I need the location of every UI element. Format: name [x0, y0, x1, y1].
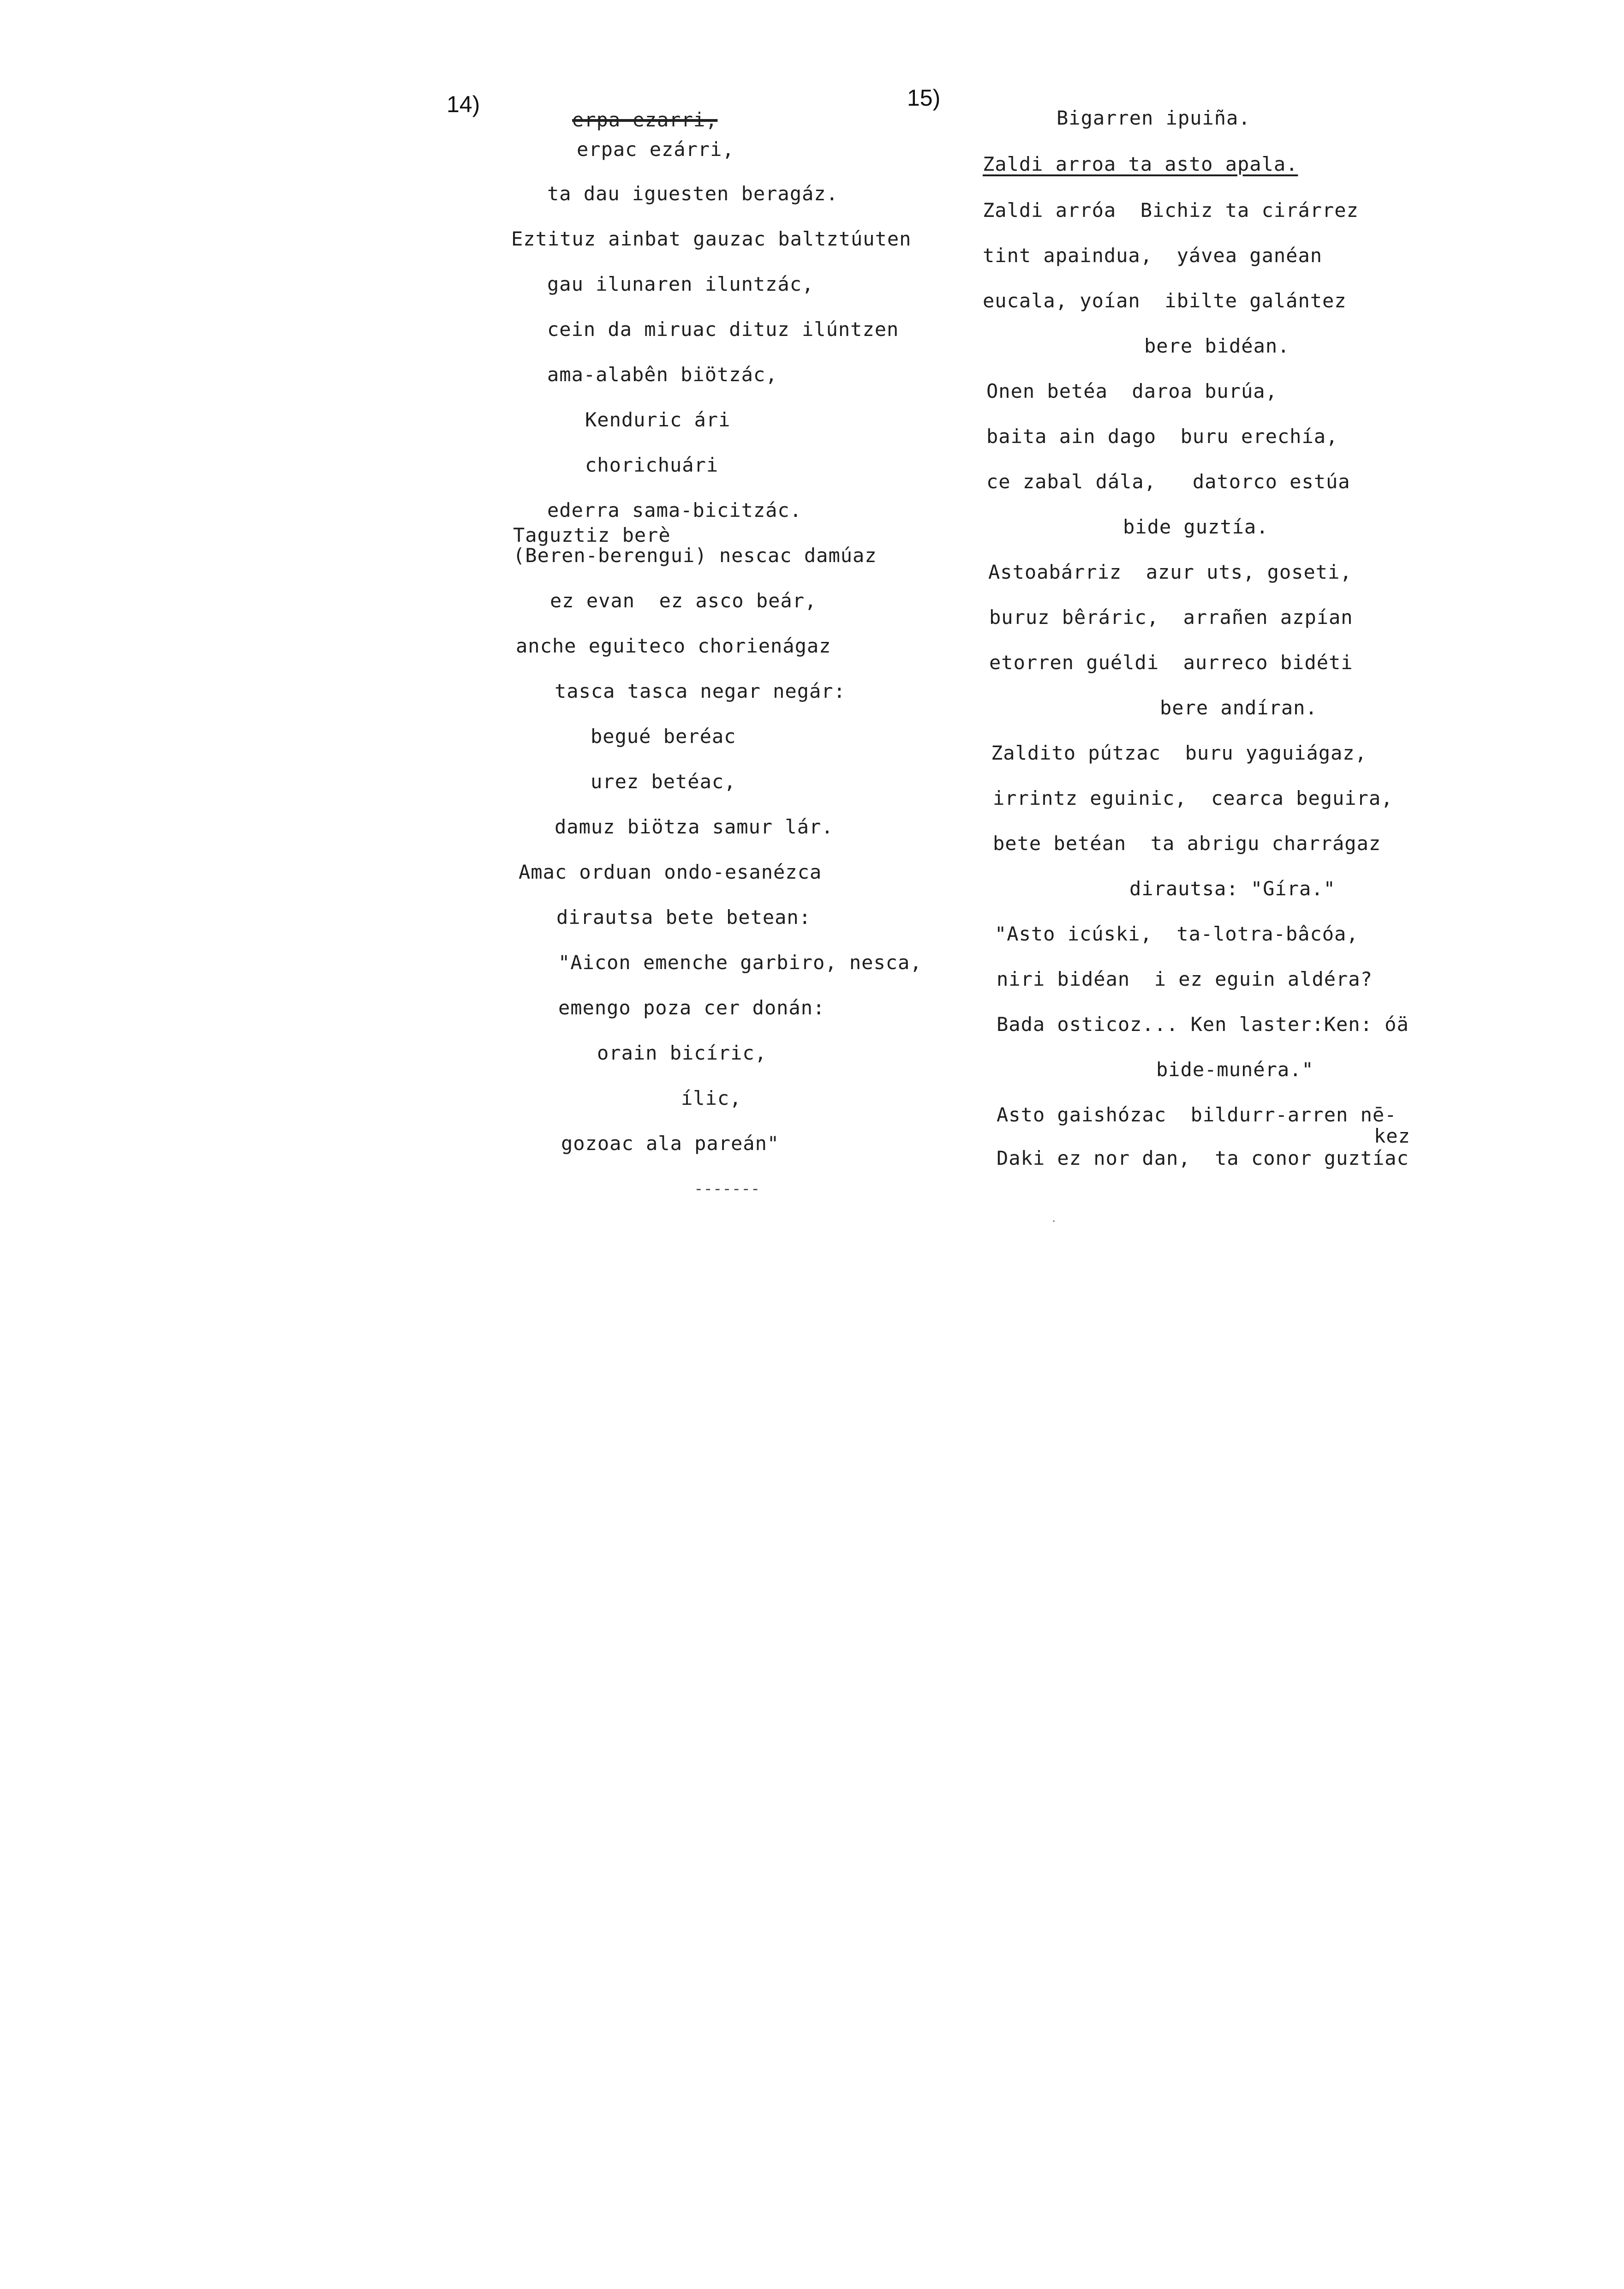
poem-line: begué beréac — [591, 725, 736, 748]
poem-line: gozoac ala pareán" — [561, 1132, 780, 1155]
poem-line: bere andíran. — [1160, 696, 1318, 719]
poem-line: tasca tasca negar negár: — [555, 680, 846, 702]
poem-line: baita ain dago buru erechía, — [986, 425, 1338, 448]
poem-line: bide guztía. — [1123, 515, 1269, 538]
poem-line: Kenduric ári — [585, 408, 731, 431]
struck-out-line: erpa ezarri, — [572, 108, 718, 131]
poem-line: bete betéan ta abrigu charrágaz — [993, 832, 1381, 855]
margin-note: kez — [1374, 1125, 1410, 1147]
poem-line: "Asto icúski, ta-lotra-bâcóa, — [995, 923, 1359, 945]
poem-line: ama-alabên biötzác, — [547, 363, 778, 386]
closing-rule: ------- — [694, 1180, 760, 1198]
poem-line: bide-munéra." — [1156, 1058, 1314, 1081]
poem-line: bere bidéan. — [1144, 335, 1290, 357]
page-number-left: 14) — [447, 91, 480, 117]
poem-line: dirautsa bete betean: — [556, 906, 812, 929]
poem-line: buruz bêráric, arrañen azpían — [989, 606, 1353, 629]
poem-line: (Beren-berengui) nescac damúaz — [513, 544, 877, 567]
poem-line: gau ilunaren iluntzác, — [547, 273, 814, 295]
poem-line: Zaldi arróa Bichiz ta cirárrez — [983, 199, 1359, 222]
poem-line: dirautsa: "Gíra." — [1129, 877, 1336, 900]
poem-line: eucala, yoían ibilte galántez — [983, 289, 1347, 312]
poem-line: urez betéac, — [591, 770, 736, 793]
page-number-right: 15) — [907, 85, 941, 111]
poem-line: cein da miruac dituz ilúntzen — [547, 318, 899, 341]
poem-line: Taguztiz berè — [513, 524, 671, 546]
poem-line: Daki ez nor dan, ta conor guztíac — [997, 1147, 1409, 1169]
poem-line: ez evan ez asco beár, — [550, 589, 817, 612]
poem-line: Onen betéa daroa burúa, — [986, 380, 1278, 402]
poem-line: irrintz eguinic, cearca beguira, — [993, 787, 1393, 809]
poem-line: Eztituz ainbat gauzac baltztúuten — [511, 228, 912, 250]
poem-line: erpac ezárri, — [577, 138, 734, 161]
poem-line: ílic, — [681, 1087, 742, 1109]
poem-line: ce zabal dála, datorco estúa — [986, 470, 1350, 493]
poem-line: etorren guéldi aurreco bidéti — [989, 651, 1353, 674]
poem-line: tint apaindua, yávea ganéan — [983, 244, 1323, 267]
poem-line: ta dau iguesten beragáz. — [547, 182, 838, 205]
poem-line: Bada osticoz... Ken laster:Ken: óä — [997, 1013, 1409, 1036]
poem-line: Zaldito pútzac buru yaguiágaz, — [991, 742, 1367, 764]
poem-line: orain bicíric, — [597, 1042, 767, 1064]
poem-title: Zaldi arroa ta asto apala. — [983, 153, 1298, 175]
paper-speck — [1053, 1220, 1055, 1222]
poem-line: anche eguiteco chorienágaz — [516, 635, 831, 657]
poem-line: Astoabárriz azur uts, goseti, — [988, 561, 1352, 583]
poem-line: chorichuári — [585, 454, 719, 476]
poem-line: emengo poza cer donán: — [558, 996, 825, 1019]
poem-line: ederra sama-bicitzác. — [547, 499, 802, 521]
poem-line: Asto gaishózac bildurr-arren nē- — [997, 1103, 1397, 1126]
section-heading: Bigarren ipuiña. — [1057, 107, 1251, 129]
poem-line: "Aicon emenche garbiro, nesca, — [558, 951, 922, 974]
poem-line: niri bidéan i ez eguin aldéra? — [997, 968, 1373, 990]
poem-line: Amac orduan ondo-esanézca — [519, 861, 822, 883]
poem-line: damuz biötza samur lár. — [555, 815, 834, 838]
